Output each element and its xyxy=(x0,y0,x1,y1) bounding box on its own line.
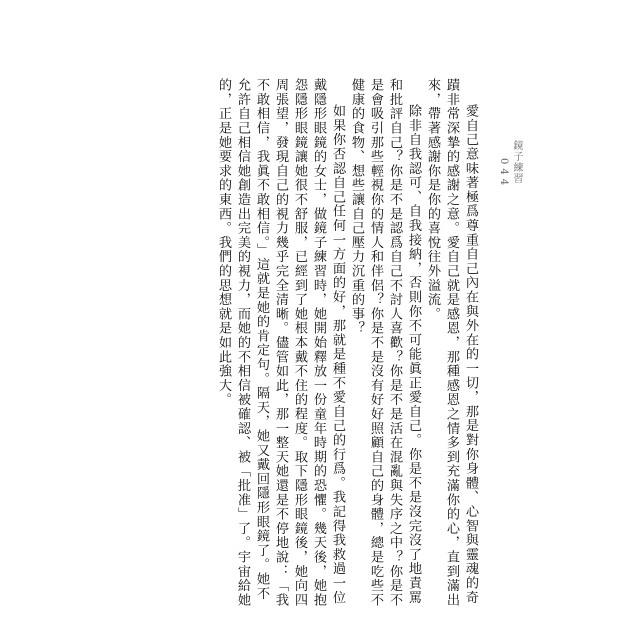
paragraph-3: 如果你否認自己任何一方面的好，那就是種不愛自己的行爲。我記得我救過一位戴隱形眼鏡的女士，做鏡子練習時，她開始釋放一份童年時期的恐懼。幾天後，她抱怨隱形眼鏡讓她很不舒服，已經到了她根本戴不住的程度。取下隱形眼鏡後，她向四周張望，發現自己的視力幾乎完全清晰。儘管如此，那一整天她還是不停地說：「我不敢相信，我眞不敢相信。」這就是她的肯定句。隔天，她又戴回隱形眼鏡了。她不允許自己相信她創造出完美的視力，而她的不相信被確認、被「批准」了。宇宙給她的，正是她要求的東西。我們的思想就是如此強大。 xyxy=(216,78,345,608)
paragraph-2: 除非自我認可、自我接納，否則你不可能眞正愛自己。你是不是沒完沒了地責罵和批評自己？你是不是認爲自己不討人喜歡？你是不是活在混亂與失序之中？你是不是會吸引那些輕視你的情人和伴侶？你是不是沒有好好照顧自己的身體，總是吃些不健康的食物、想些讓自己壓力沉重的事？ xyxy=(349,78,421,608)
paragraph-1: 愛自己意味著極爲尊重自己內在與外在的一切，那是對你身體、心智與靈魂的奇蹟非常深摯的感謝之意。愛自己就是感恩，那種感恩之情多到充滿你的心，直到滿出來，帶著感謝你是你的喜悅往外溢流。 xyxy=(425,78,478,608)
chapter-title: 鏡子練習 xyxy=(511,140,522,184)
page-number: 044 xyxy=(498,158,509,190)
running-head xyxy=(498,140,524,360)
body-text xyxy=(140,78,480,608)
